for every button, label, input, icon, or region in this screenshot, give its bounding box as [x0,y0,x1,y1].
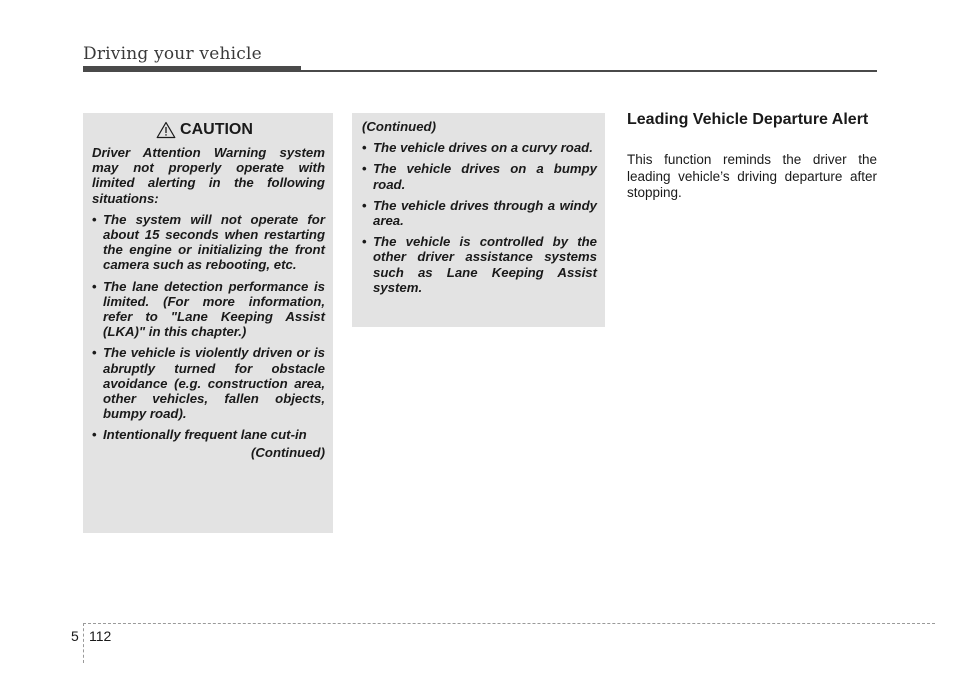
list-item: • The vehicle drives on a curvy road. [362,140,597,155]
list-item: • Intentionally frequent lane cut-in [92,427,325,442]
continued-list [362,140,597,295]
section-body: This function reminds the driver the leading vehicle’s driving departure after stopping. [627,152,877,200]
continued-label: (Continued) [362,119,436,134]
page-number: 112 [89,628,112,644]
caution-heading-row [84,121,325,139]
caution-box [83,113,333,533]
warning-triangle-icon [156,121,176,139]
footer-divider [83,623,84,663]
list-item: • The system will not operate for about 15 seconds when restarting the engine or initializing the front camera such as rebooting, etc. [92,212,325,273]
continued-caution-box [352,113,605,327]
footer-rule [83,623,935,624]
list-item: • The lane detection performance is limited. (For more information, refer to "Lane Keeping Assist (LKA)" in this chapter.) [92,279,325,340]
page-header-title: Driving your vehicle [83,44,262,64]
header-rule-thin [301,70,877,72]
list-item: • The vehicle is controlled by the other driver assistance systems such as Lane Keeping Assist system. [362,234,597,295]
list-item: • The vehicle is violently driven or is abruptly turned for obstacle avoidance (e.g. construction area, other vehicles, fallen objects, bumpy road). [92,345,325,421]
continued-label: (Continued) [251,444,325,460]
caution-heading: CAUTION [180,121,253,138]
list-item: • The vehicle drives on a bumpy road. [362,161,597,191]
chapter-number: 5 [71,628,79,644]
section-title: Leading Vehicle Departure Alert [627,111,869,128]
header-rule-thick [83,66,301,72]
list-item: • The vehicle drives through a windy area. [362,198,597,228]
caution-intro: Driver Attention Warning system may not properly operate with limited alerting in the following situations: [92,145,325,206]
caution-list [92,212,325,443]
